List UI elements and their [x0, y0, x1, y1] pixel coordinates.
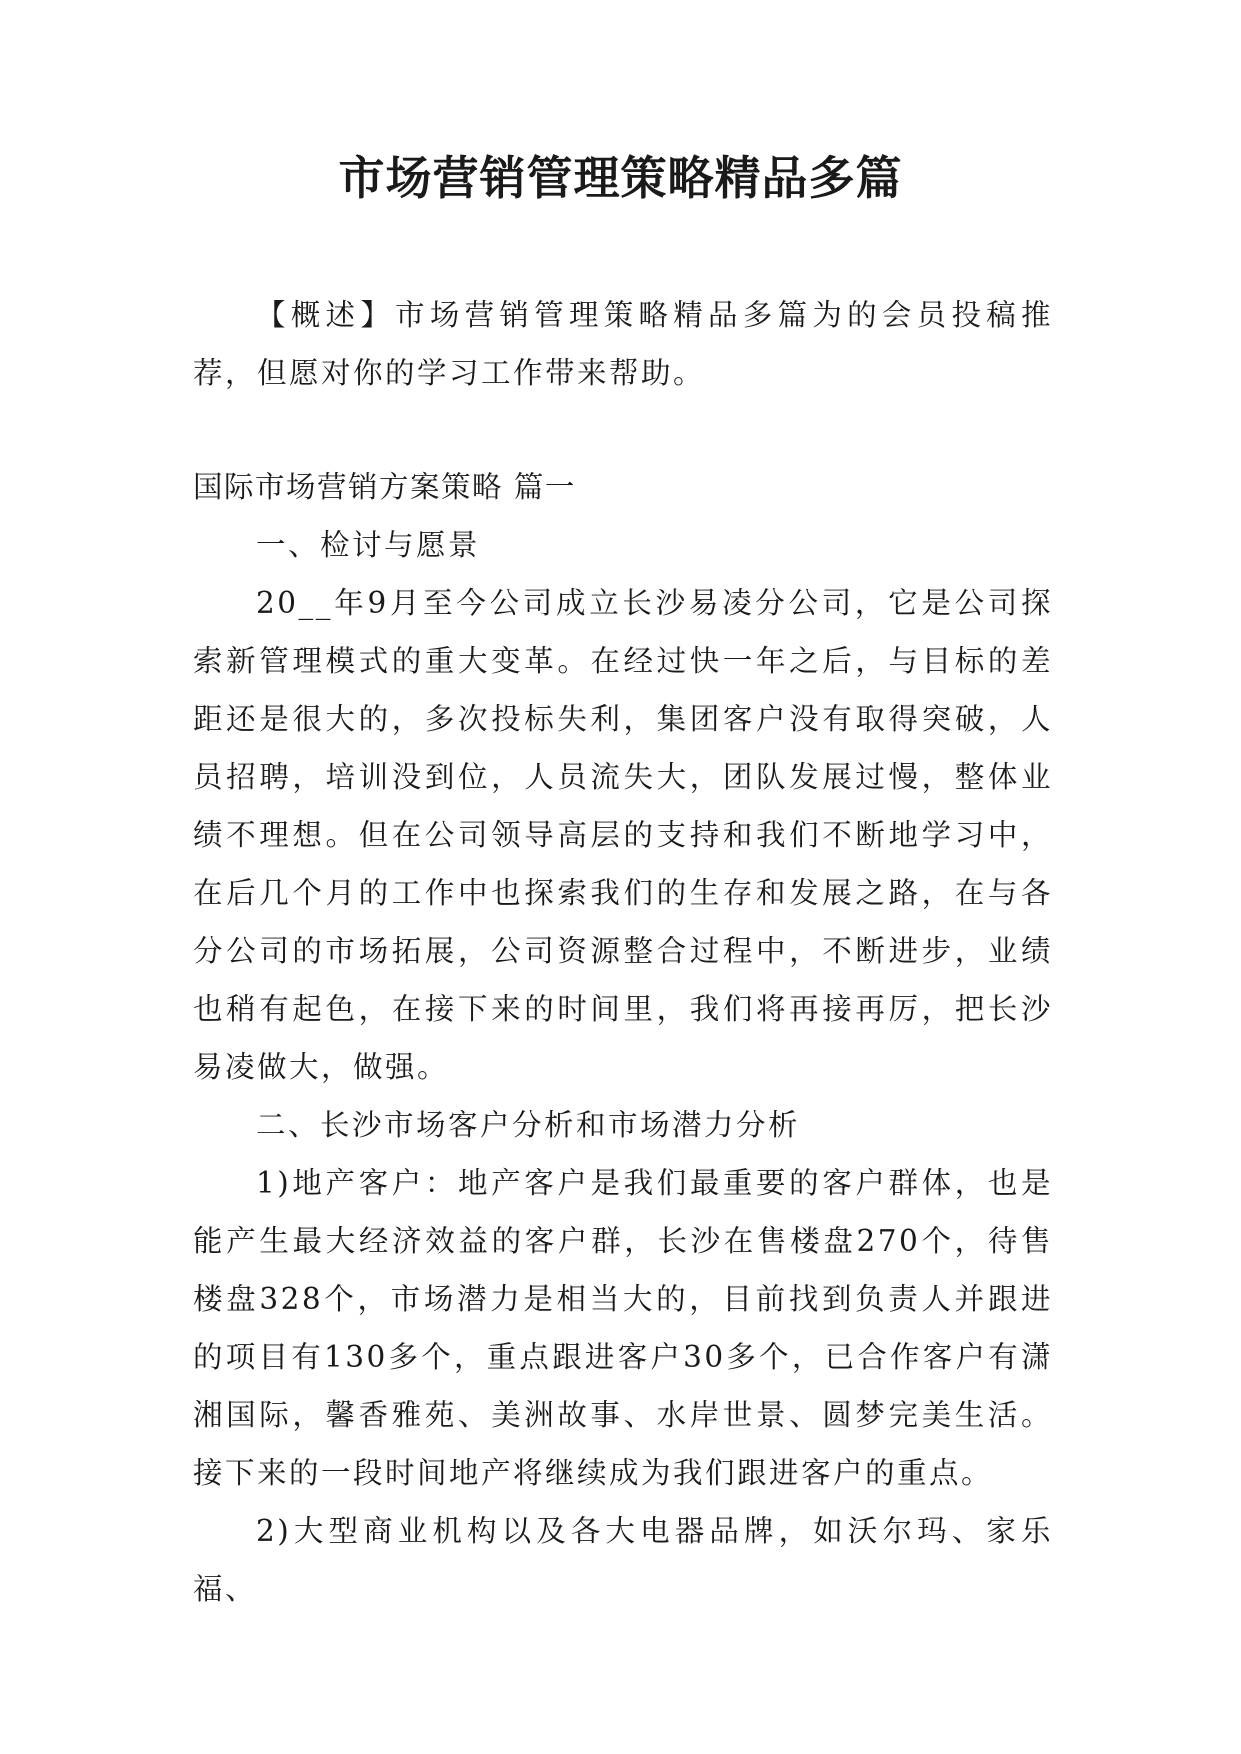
- heading-market-analysis: 二、长沙市场客户分析和市场潜力分析: [256, 1108, 801, 1142]
- heading-review-vision: 一、检讨与愿景: [256, 528, 481, 562]
- summary-paragraph: 【概述】市场营销管理策略精品多篇为的会员投稿推荐，但愿对你的学习工作带来帮助。: [193, 298, 1053, 390]
- document-title: 市场营销管理策略精品多篇: [338, 151, 903, 205]
- paragraph-commercial-clients: 2)大型商业机构以及各大电器品牌，如沃尔玛、家乐福、: [193, 1514, 1053, 1606]
- paragraph-real-estate-clients: 1)地产客户：地产客户是我们最重要的客户群体，也是能产生最大经济效益的客户群，长沙在售楼盘270个，待售楼盘328个，市场潜力是相当大的，目前找到负责人并跟进的项目有130多个，重点跟进客户30多个，已合作客户有潇湘国际，馨香雅苑、美洲故事、水岸世景、圆梦完美生活。接下来的一段时间地产将继续成为我们跟进客户的重点。: [193, 1166, 1053, 1490]
- section-title: 国际市场营销方案策略 篇一: [193, 470, 576, 504]
- paragraph-review: 20__年9月至今公司成立长沙易凌分公司，它是公司探索新管理模式的重大变革。在经过快一年之后，与目标的差距还是很大的，多次投标失利，集团客户没有取得突破，人员招聘，培训没到位，人员流失大，团队发展过慢，整体业绩不理想。但在公司领导高层的支持和我们不断地学习中，在后几个月的工作中也探索我们的生存和发展之路，在与各分公司的市场拓展，公司资源整合过程中，不断进步，业绩也稍有起色，在接下来的时间里，我们将再接再厉，把长沙易凌做大，做强。: [193, 586, 1053, 1084]
